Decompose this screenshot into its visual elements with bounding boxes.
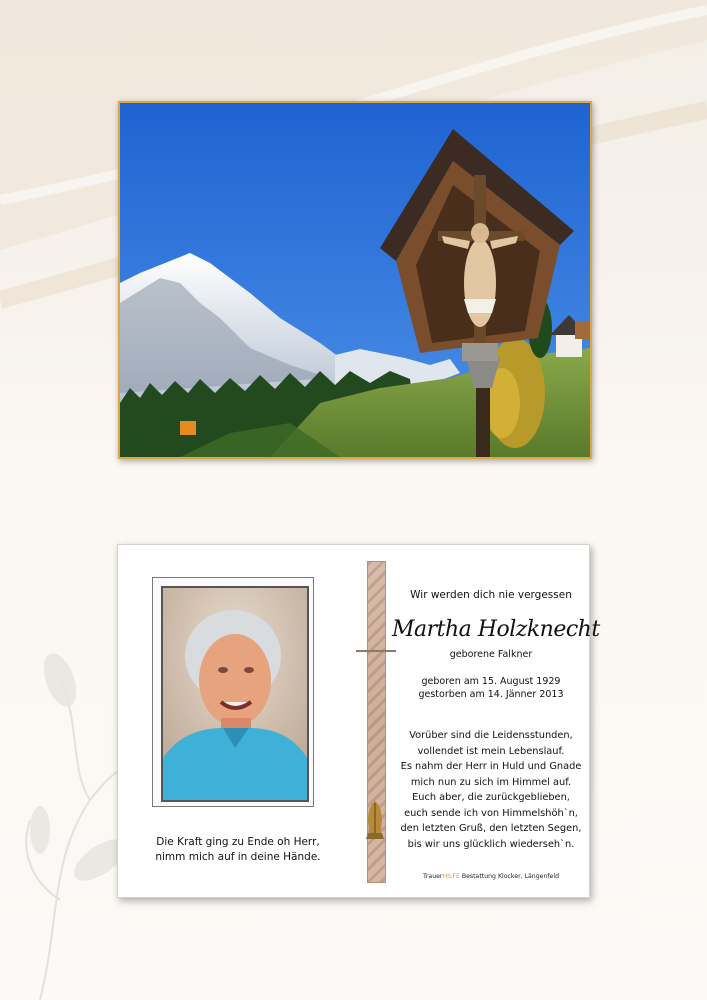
left-verse-line: nimm mich auf in deine Hände. [155,851,321,863]
verse-line: mich nun zu sich im Himmel auf. [410,776,572,788]
headline: Wir werden dich nie vergessen [410,589,572,601]
memorial-text [392,545,600,895]
verse-line: vollendet ist mein Lebenslauf. [417,745,565,757]
credit-accent: HILFE [442,873,460,880]
credit-brand: Trauer [423,873,443,880]
portrait-frame [152,577,314,807]
funeral-home-credit [398,873,584,880]
deceased-name: Martha Holzknecht [392,617,600,642]
verse-line: bis wir uns glücklich wiederseh`n. [407,838,575,850]
portrait-photo [161,586,309,802]
verse-line: Vorüber sind die Leidensstunden, [409,730,573,741]
memorial-card [117,544,600,898]
praying-hands-icon [362,799,388,839]
verse-line: den letzten Gruß, den letzten Segen, [400,823,582,834]
wayside-cross-photo [120,103,590,457]
left-verse-line: Die Kraft ging zu Ende oh Herr, [156,836,320,848]
verse-line: Es nahm der Herr in Huld und Gnade [400,761,582,772]
verse-line: euch sende ich von Himmelshöh`n, [404,807,578,819]
memorial-verse [394,728,588,852]
landscape-photo [118,101,592,459]
credit-rest: Bestattung Klocker, Längenfeld [459,873,559,880]
birth-date: geboren am 15. August 1929 [421,676,561,687]
death-date: gestorben am 14. Jänner 2013 [418,689,564,700]
portrait-image [163,588,307,800]
left-verse [128,835,348,865]
life-dates [398,675,584,701]
maiden-name: geborene Falkner [449,649,533,660]
cross-bar [356,650,396,652]
verse-line: Euch aber, die zurückgeblieben, [412,792,570,803]
